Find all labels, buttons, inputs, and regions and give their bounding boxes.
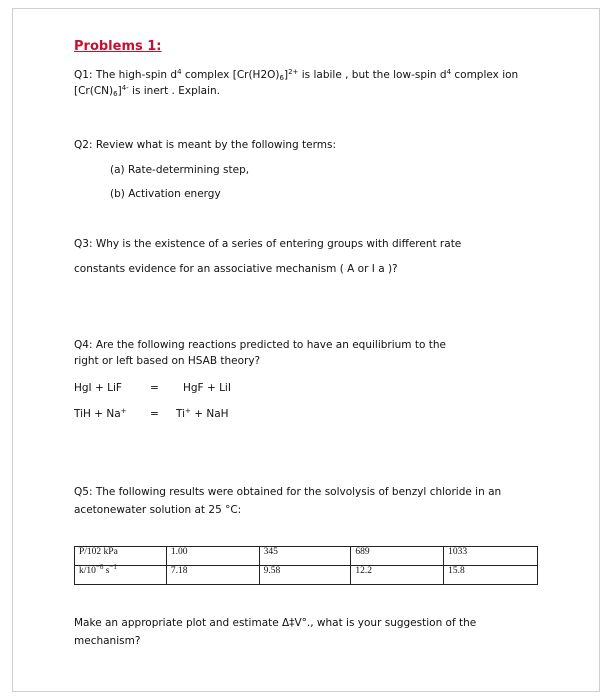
q4-reaction-2-left: [74, 407, 127, 421]
q1-text: complex [Cr(H2O): [181, 69, 280, 81]
q4-superscript: +: [120, 407, 127, 415]
table-cell: P/102 kPa: [75, 547, 167, 566]
table-text: k/10: [79, 566, 96, 576]
table-row: [75, 566, 538, 585]
table-superscript: −1: [109, 563, 117, 571]
q4-line-2: right or left based on HSAB theory?: [74, 355, 261, 367]
q3-line-1: Q3: Why is the existence of a series of entering groups with different rate: [74, 238, 462, 250]
q1-superscript: 4-: [121, 84, 129, 92]
table-cell: 15.8: [444, 566, 538, 585]
q4-reaction-1-equals: =: [150, 382, 159, 394]
table-superscript: −6: [95, 563, 104, 571]
q5-follow-up-line-2: mechanism?: [74, 635, 141, 647]
table-cell: 345: [259, 547, 351, 566]
table-cell: 9.58: [259, 566, 351, 585]
q2-item-a: (a) Rate-determining step,: [110, 164, 250, 176]
q4-superscript: +: [185, 407, 191, 415]
q1-superscript: 4: [446, 68, 452, 76]
table-text: s: [103, 566, 110, 576]
q4-text: TiH + Na: [74, 408, 121, 420]
table-cell: [75, 563, 167, 585]
q1-line-1: [74, 68, 518, 82]
table-cell: 1033: [444, 547, 538, 566]
q1-text: is inert . Explain.: [128, 85, 221, 97]
q1-text: is labile , but the low-spin d: [298, 69, 447, 81]
q2-prompt: Q2: Review what is meant by the following terms:: [74, 139, 336, 151]
q4-reaction-1-left: HgI + LiF: [74, 382, 122, 394]
q1-superscript: 4: [177, 68, 182, 76]
q4-text: + NaH: [190, 408, 229, 420]
table-cell: 7.18: [166, 566, 259, 585]
q1-text: ]: [283, 69, 289, 81]
q5-line-1: Q5: The following results were obtained for the solvolysis of benzyl chloride in an: [74, 486, 502, 498]
table-cell: 689: [351, 547, 444, 566]
q1-line-2: [74, 84, 220, 98]
q5-data-table: [74, 546, 538, 585]
q4-text: Ti: [176, 408, 186, 420]
q1-text: [Cr(CN): [74, 85, 114, 97]
q3-line-2: constants evidence for an associative mechanism ( A or I a )?: [74, 263, 398, 275]
q5-follow-up-line-1: Make an appropriate plot and estimate Δ‡V°., what is your suggestion of the: [74, 617, 477, 629]
q1-superscript: 2+: [288, 68, 299, 76]
q4-reaction-1-right: HgF + LiI: [183, 382, 231, 394]
q1-subscript: 6: [113, 90, 118, 98]
q1-text: Q1: The high-spin d: [74, 69, 178, 81]
q1-text: complex ion: [451, 69, 519, 81]
q4-line-1: Q4: Are the following reactions predicted to have an equilibrium to the: [74, 339, 446, 351]
table-cell: 12.2: [351, 566, 444, 585]
q4-reaction-2-right: [176, 407, 229, 421]
q1-subscript: 6: [279, 74, 284, 82]
q5-line-2: acetonewater solution at 25 °C:: [74, 504, 242, 516]
table-cell: 1.00: [166, 547, 259, 566]
table-row: [75, 547, 538, 566]
q2-item-b: (b) Activation energy: [110, 188, 221, 200]
q1-text: ]: [117, 85, 122, 97]
q4-reaction-2-equals: =: [150, 408, 159, 420]
page-title: Problems 1:: [74, 39, 162, 54]
